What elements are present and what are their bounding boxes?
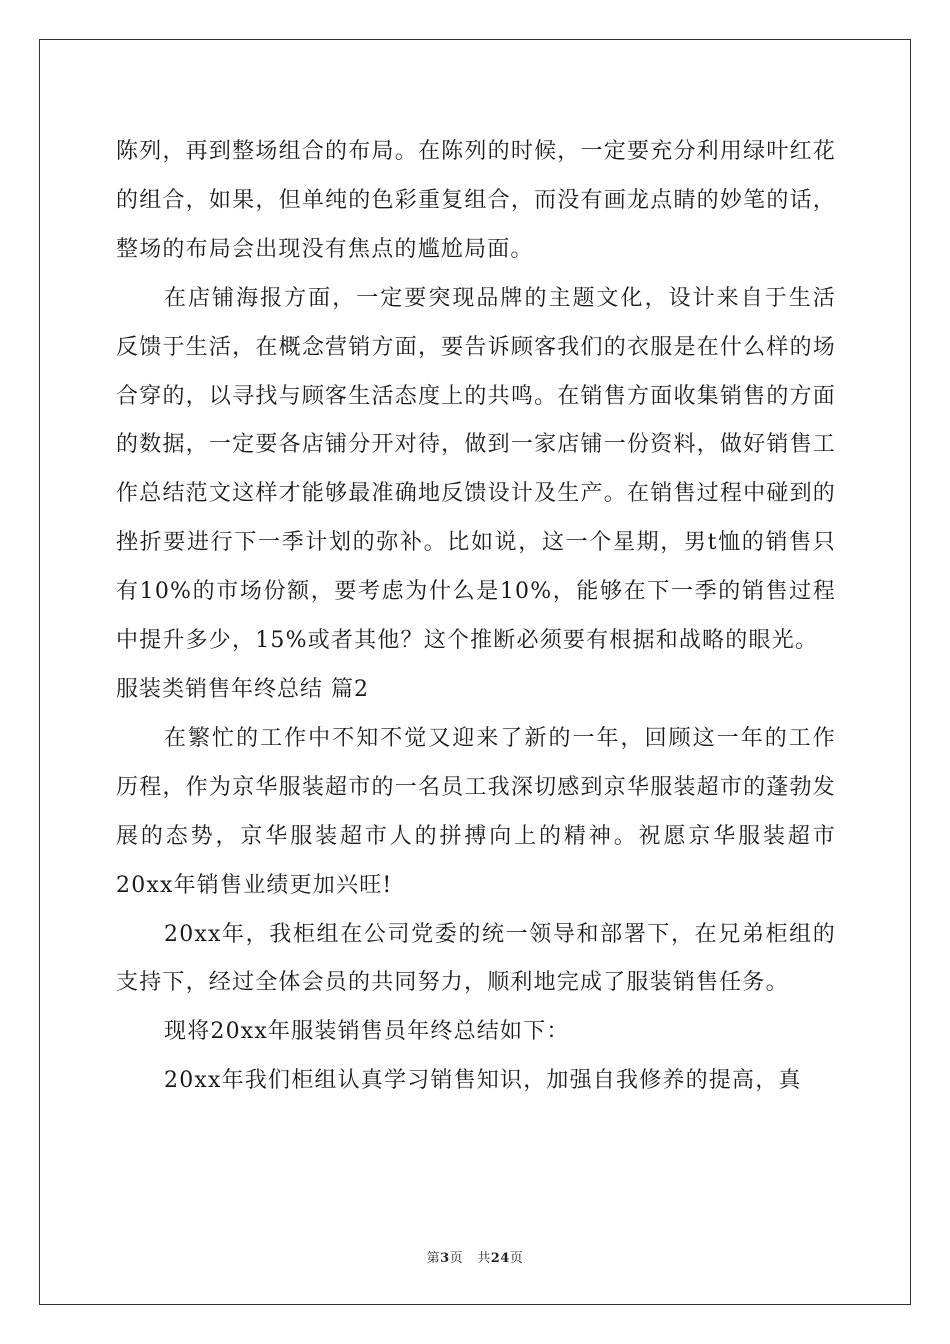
section-heading: 服装类销售年终总结 篇2 — [116, 676, 369, 702]
total-pages: 24 — [490, 1251, 510, 1266]
paragraph-4: 20xx年，我柜组在公司党委的统一领导和部署下，在兄弟柜组的支持下，经过全体会员的共同努力，顺利地完成了服装销售任务。 — [116, 921, 836, 996]
total-suffix: 页 — [509, 1251, 524, 1266]
page-suffix: 页 — [449, 1251, 464, 1266]
paragraph-1: 陈列，再到整场组合的布局。在陈列的时候，一定要充分利用绿叶红花的组合，如果，但单纯的色彩重复组合，而没有画龙点睛的妙笔的话，整场的布局会出现没有焦点的尴尬局面。 — [116, 139, 836, 262]
page-footer — [0, 1247, 950, 1266]
paragraph-6: 20xx年我们柜组认真学习销售知识，加强自我修养的提高，真 — [164, 1068, 802, 1094]
page-number: 3 — [440, 1251, 450, 1266]
total-prefix: 共 — [477, 1251, 491, 1266]
page-prefix: 第 — [426, 1251, 441, 1266]
paragraph-2: 在店铺海报方面，一定要突现品牌的主题文化，设计来自于生活反馈于生活，在概念营销方面，要告诉顾客我们的衣服是在什么样的场合穿的，以寻找与顾客生活态度上的共鸣。在销售方面收集销售的方面的数据，一定要各店铺分开对待，做到一家店铺一份资料，做好销售工作总结范文这样才能够最准确地反馈设计及生产。在销售过程中碰到的挫折要进行下一季计划的弥补。比如说，这一个星期，男t恤的销售只有10%的市场份额，要考虑为什么是10%，能够在下一季的销售过程中提升多少，15%或者其他？这个推断必须要有根据和战略的眼光。 — [116, 285, 836, 654]
paragraph-5: 现将20xx年服装销售员年终总结如下： — [164, 1019, 570, 1045]
document-body — [116, 128, 836, 1106]
paragraph-3: 在繁忙的工作中不知不觉又迎来了新的一年，回顾这一年的工作历程，作为京华服装超市的一名员工我深切感到京华服装超市的蓬勃发展的态势，京华服装超市人的拼搏向上的精神。祝愿京华服装超市20xx年销售业绩更加兴旺! — [116, 725, 836, 898]
